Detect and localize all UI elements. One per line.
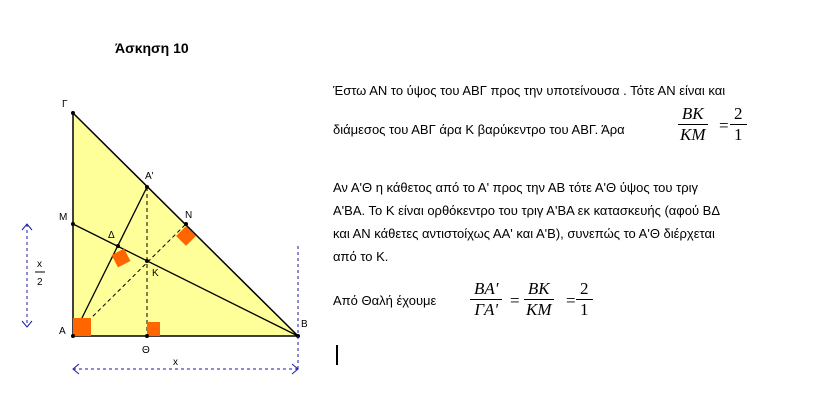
paragraph-2-line-1: Αν Α'Θ η κάθετος από το Α' προς την ΑΒ τότε Α'Θ ύψος του τριγ — [333, 180, 699, 195]
paragraph-3-label: Από Θαλή έχουμε — [333, 293, 437, 308]
label-half-x-num: x — [37, 259, 42, 270]
paragraph-1-line-2: διάμεσος του ΑΒΓ άρα Κ βαρύκεντρο του ΑΒΓ. Άρα — [333, 122, 625, 137]
label-a: Α — [59, 326, 66, 337]
fraction-denominator: ΓA' — [474, 300, 499, 319]
fraction-numerator: BA' — [470, 280, 502, 300]
right-angle-marker-theta — [147, 322, 160, 336]
label-theta: Θ — [142, 345, 150, 356]
paragraph-2-line-2: Α'ΒΑ. Το Κ είναι ορθόκεντρο του τριγ Α'ΒΑ εκ κατασκευής (αφού ΒΔ — [333, 203, 721, 218]
fraction-denominator: KM — [526, 300, 552, 319]
point-theta — [145, 334, 149, 338]
label-a-prime: Α' — [145, 171, 154, 182]
fraction-two-over-one — [730, 105, 747, 144]
exercise-title: Άσκηση 10 — [115, 40, 189, 56]
fraction-denominator: 1 — [580, 300, 589, 319]
equals-sign: = — [719, 116, 729, 135]
fraction-numerator: 2 — [576, 280, 593, 300]
label-k: Κ — [152, 268, 159, 279]
point-delta — [116, 244, 120, 248]
text-cursor — [336, 345, 338, 365]
point-a-prime — [145, 185, 149, 189]
label-delta: Δ — [108, 230, 115, 241]
fraction-numerator: BK — [524, 280, 554, 300]
label-gamma: Γ — [62, 99, 68, 110]
point-n — [184, 222, 188, 226]
point-a — [71, 334, 75, 338]
label-b: Β — [301, 319, 308, 330]
fraction-denominator: KM — [680, 125, 706, 144]
label-m: Μ — [59, 212, 68, 223]
equals-sign: = — [510, 291, 520, 310]
label-half-x-den: 2 — [37, 277, 43, 288]
paragraph-1-line-1: Έστω ΑΝ το ύψος του ΑΒΓ προς την υποτείνουσα . Τότε ΑΝ είναι και — [333, 83, 726, 98]
point-m — [71, 222, 75, 226]
fraction-denominator: 1 — [734, 125, 743, 144]
paragraph-2-line-4: από το Κ. — [333, 249, 389, 264]
right-angle-marker-a — [73, 318, 91, 336]
point-k — [145, 259, 149, 263]
paragraph-2-line-3: και ΑΝ κάθετες αντιστοίχως ΑΑ' και Α'Β), συνεπώς το Α'Θ διέρχεται — [333, 226, 715, 241]
fraction-two-over-one-2 — [576, 280, 593, 319]
label-x: x — [173, 357, 178, 368]
fraction-ba-ga — [470, 280, 502, 319]
fraction-numerator: 2 — [730, 105, 747, 125]
fraction-numerator: BK — [678, 105, 708, 125]
label-n: Ν — [185, 210, 193, 221]
equals-sign: = — [566, 291, 576, 310]
point-gamma — [71, 111, 75, 115]
geometry-figure — [0, 0, 330, 415]
fraction-bk-km-2 — [522, 280, 556, 319]
fraction-bk-km — [676, 105, 710, 144]
